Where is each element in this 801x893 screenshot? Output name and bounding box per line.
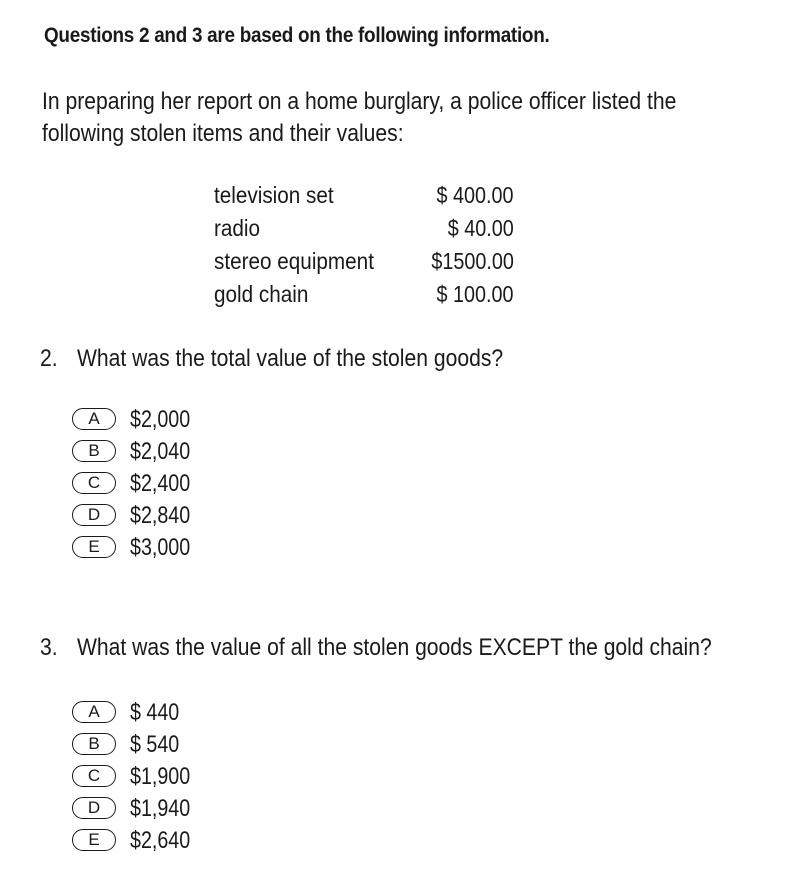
answer-bubble[interactable]: D (72, 504, 116, 526)
item-value: $ 100.00 (437, 281, 514, 307)
answer-bubble[interactable]: C (72, 765, 116, 787)
choice-text: $1,940 (130, 795, 191, 822)
intro-line: In preparing her report on a home burglary, a police officer listed the (42, 88, 677, 115)
item-row (214, 248, 514, 281)
answer-bubble[interactable]: D (72, 797, 116, 819)
answer-bubble[interactable]: B (72, 733, 116, 755)
item-row (214, 182, 514, 215)
item-name: television set (214, 182, 334, 208)
choice-text: $2,640 (130, 827, 191, 854)
choice-text: $1,900 (130, 763, 191, 790)
question-number: 3. (40, 634, 58, 661)
choice-text: $2,400 (130, 470, 191, 497)
item-value: $ 40.00 (447, 215, 514, 241)
stolen-items-list (214, 182, 514, 314)
choice-text: $2,000 (130, 406, 191, 433)
choice-text: $2,840 (130, 502, 191, 529)
choice-text: $2,040 (130, 438, 191, 465)
answer-bubble[interactable]: B (72, 440, 116, 462)
answer-bubble[interactable]: C (72, 472, 116, 494)
item-name: gold chain (214, 281, 309, 307)
item-value: $1500.00 (431, 248, 514, 274)
item-value: $ 400.00 (437, 182, 514, 208)
intro-line: following stolen items and their values: (42, 120, 404, 147)
choice-text: $ 540 (130, 731, 180, 758)
item-row (214, 281, 514, 314)
question-2 (40, 345, 503, 373)
item-name: radio (214, 215, 261, 241)
answer-bubble[interactable]: A (72, 408, 116, 430)
choice-text: $3,000 (130, 534, 191, 561)
question-3 (40, 634, 712, 662)
item-name: stereo equipment (214, 248, 374, 274)
intro-paragraph (42, 86, 728, 150)
question-text: What was the total value of the stolen goods? (76, 345, 504, 372)
choice-text: $ 440 (130, 699, 180, 726)
answer-bubble[interactable]: E (72, 536, 116, 558)
answer-bubble[interactable]: E (72, 829, 116, 851)
question-text: What was the value of all the stolen goods EXCEPT the gold chain? (76, 634, 712, 661)
item-row (214, 215, 514, 248)
answer-bubble[interactable]: A (72, 701, 116, 723)
question-number: 2. (40, 345, 58, 372)
page-heading: Questions 2 and 3 are based on the following information. (44, 24, 550, 47)
